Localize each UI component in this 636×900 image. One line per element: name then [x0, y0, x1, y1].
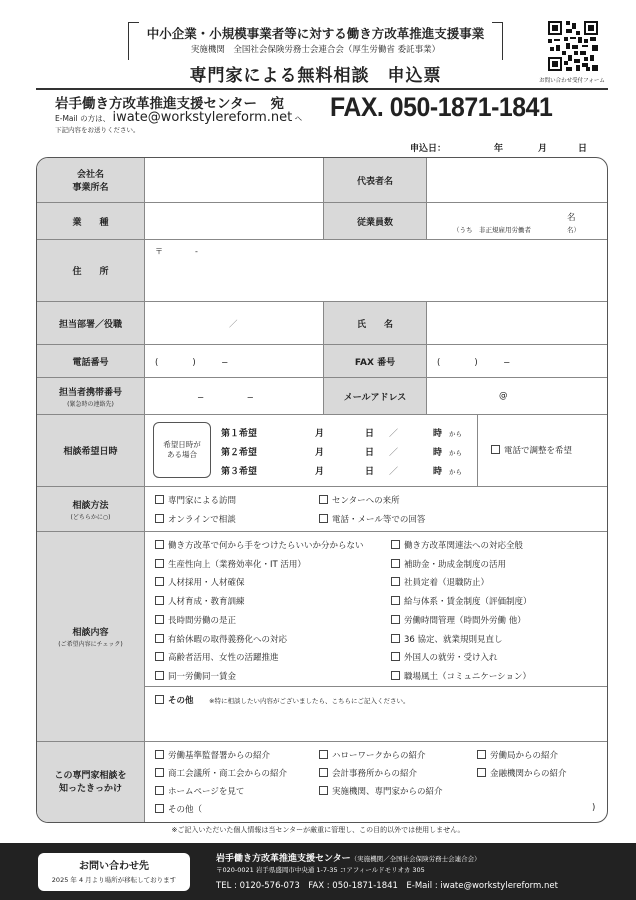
checkbox-content-right-2[interactable]: 補助金・助成金制度の活用 [391, 558, 506, 570]
footer [0, 843, 636, 900]
checkbox-method-phone-mail[interactable]: 電話・メール等での回答 [319, 513, 425, 525]
application-form [36, 157, 608, 823]
checkbox-content-left-5[interactable]: 長時間労働の是正 [155, 614, 236, 626]
checkbox-content-right-5[interactable]: 労働時間管理（時間外労働 他） [391, 614, 526, 626]
addressee-name: 岩手働き方改革推進支援センター 宛 [55, 96, 284, 112]
row-address [37, 239, 607, 301]
header-title: 中小企業・小規模事業者等に対する働き方改革推進支援事業 [146, 26, 485, 41]
label-phone: 電話番号 [37, 345, 145, 377]
label-department: 担当部署／役職 [37, 302, 145, 344]
phone-field[interactable]: ( ) − [155, 358, 229, 368]
content-other-note: ※特に相談したい内容がございましたら、こちらにご記入ください。 [209, 697, 410, 705]
checkbox-content-right-1[interactable]: 働き方改革関連法への対応全般 [391, 539, 523, 551]
label-representative: 代表者名 [323, 158, 427, 202]
label-email: メールアドレス [323, 378, 427, 414]
label-industry: 業 種 [37, 203, 145, 239]
postal-field[interactable]: 〒 - [155, 247, 198, 256]
label-address: 住 所 [37, 240, 145, 301]
checkbox-source-labor-bureau[interactable]: 労働局からの紹介 [477, 749, 558, 761]
row-schedule: 相談希望日時 希望日時が ある場合 第１希望 月 日 ／ 時 から 第２希望 月 日 ／ 時 から 第３希望 月 日 ／ 時 から 電話で調整を希望 [37, 414, 607, 486]
footer-address: 〒020-0021 岩手県盛岡市中央通 1-7-35 コアフィールドモリオカ 305 [216, 866, 425, 874]
checkbox-content-right-4[interactable]: 給与体系・賃金制度（評価制度） [391, 595, 532, 607]
mobile-field[interactable]: − − [197, 393, 254, 403]
checkbox-content-right-7[interactable]: 外国人の就労・受け入れ [391, 651, 498, 663]
checkbox-content-right-6[interactable]: 36 協定、就業規則見直し [391, 633, 503, 645]
checkbox-source-homepage[interactable]: ホームページを見て [155, 785, 244, 797]
email-address-link[interactable]: iwate@workstylereform.net [112, 110, 293, 125]
send-note: 下記内容をお送りください。 [55, 126, 140, 134]
row-department: 担当部署／役職 ／ 氏 名 [37, 301, 607, 344]
row-phone [37, 344, 607, 377]
checkbox-phone-adjust[interactable]: 電話で調整を希望 [491, 444, 572, 456]
header-subtitle: 実施機関 全国社会保険労務士会連合会（厚生労働省 委託事業） [190, 45, 441, 55]
checkbox-content-left-7[interactable]: 高齢者活用、女性の活躍推進 [155, 651, 279, 663]
checkbox-method-online[interactable]: オンラインで相談 [155, 513, 236, 525]
label-method: 相談方法 (どちらかに○) [37, 487, 145, 531]
row-company [37, 158, 607, 202]
checkbox-method-visit[interactable]: 専門家による訪問 [155, 494, 236, 506]
label-name: 氏 名 [323, 302, 427, 344]
checkbox-source-expert[interactable]: 実施機関、専門家からの紹介 [319, 785, 443, 797]
fax-number: FAX. 050-1871-1841 [330, 92, 553, 122]
label-mobile: 担当者携帯番号 (緊急時の連絡先) [37, 378, 145, 414]
checkbox-source-chamber[interactable]: 商工会議所・商工会からの紹介 [155, 767, 287, 779]
label-source: この専門家相談を 知ったきっかけ [37, 742, 145, 823]
label-employees: 従業員数 [323, 203, 427, 239]
label-content: 相談内容 (ご希望内容にチェック) [37, 532, 145, 741]
footer-center-name: 岩手働き方改革推進支援センター（実施機関／全国社会保険労務士会連合会） [216, 854, 481, 864]
checkbox-content-left-3[interactable]: 人材採用・人材確保 [155, 576, 245, 588]
row-mobile [37, 377, 607, 414]
label-schedule: 相談希望日時 [37, 415, 145, 486]
checkbox-source-hellowork[interactable]: ハローワークからの紹介 [319, 749, 426, 761]
label-company: 会社名 事業所名 [37, 158, 145, 202]
checkbox-content-left-4[interactable]: 人材育成・教育訓練 [155, 595, 245, 607]
email-line: E-Mail の方は、 iwate@workstylereform.net へ [55, 110, 303, 125]
row-source: この専門家相談を 知ったきっかけ 労働基準監督署からの紹介 ハローワークからの紹介 労働局からの紹介 商工会議所・商工会からの紹介 会計事務所からの紹介 金融機関からの紹介 ホームページを見て 実施機関、専門家からの紹介 その他（ ) [37, 741, 607, 823]
checkbox-content-right-8[interactable]: 職場風土（コミュニケーション） [391, 670, 531, 682]
row-content [37, 531, 607, 741]
header-frame [128, 22, 503, 60]
fax-field[interactable]: ( ) − [437, 358, 511, 368]
checkbox-content-left-1[interactable]: 働き方改革で何から手をつけたらいいか分からない [155, 539, 364, 551]
privacy-note: ※ご記入いただいた個人情報は当センターが厳重に管理し、この目的以外では使用しません。 [171, 826, 465, 834]
checkbox-content-other[interactable]: その他 [155, 694, 194, 706]
header-divider [36, 88, 608, 90]
qr-caption: お問い合わせ受付フォーム [539, 78, 605, 84]
qr-code-icon[interactable] [548, 21, 598, 71]
checkbox-source-other[interactable]: その他（ [155, 803, 202, 815]
checkbox-method-center[interactable]: センターへの来所 [319, 494, 400, 506]
checkbox-content-left-8[interactable]: 同一労働同一賃金 [155, 670, 236, 682]
schedule-note-box: 希望日時が ある場合 [153, 422, 211, 478]
contact-box: お問い合わせ先 2025 年 4 月より場所が移転しております [38, 853, 190, 891]
email-field[interactable]: @ [499, 391, 508, 401]
checkbox-content-left-2[interactable]: 生産性向上（業務効率化・IT 活用） [155, 558, 306, 570]
checkbox-content-right-3[interactable]: 社員定着（退職防止） [391, 576, 489, 588]
checkbox-source-labor-standards[interactable]: 労働基準監督署からの紹介 [155, 749, 270, 761]
checkbox-source-accounting[interactable]: 会計事務所からの紹介 [319, 767, 417, 779]
page-title: 専門家による無料相談 申込票 [189, 66, 442, 86]
footer-contact-line: TEL : 0120-576-073 FAX : 050-1871-1841 E-Mail : iwate@workstylereform.net [216, 881, 558, 891]
row-method [37, 486, 607, 531]
row-industry: 業 種 従業員数 名 （うち 非正規雇用労働者 名） [37, 202, 607, 239]
checkbox-content-left-6[interactable]: 有給休暇の取得義務化への対応 [155, 633, 287, 645]
checkbox-source-bank[interactable]: 金融機関からの紹介 [477, 767, 567, 779]
label-fax: FAX 番号 [323, 345, 427, 377]
